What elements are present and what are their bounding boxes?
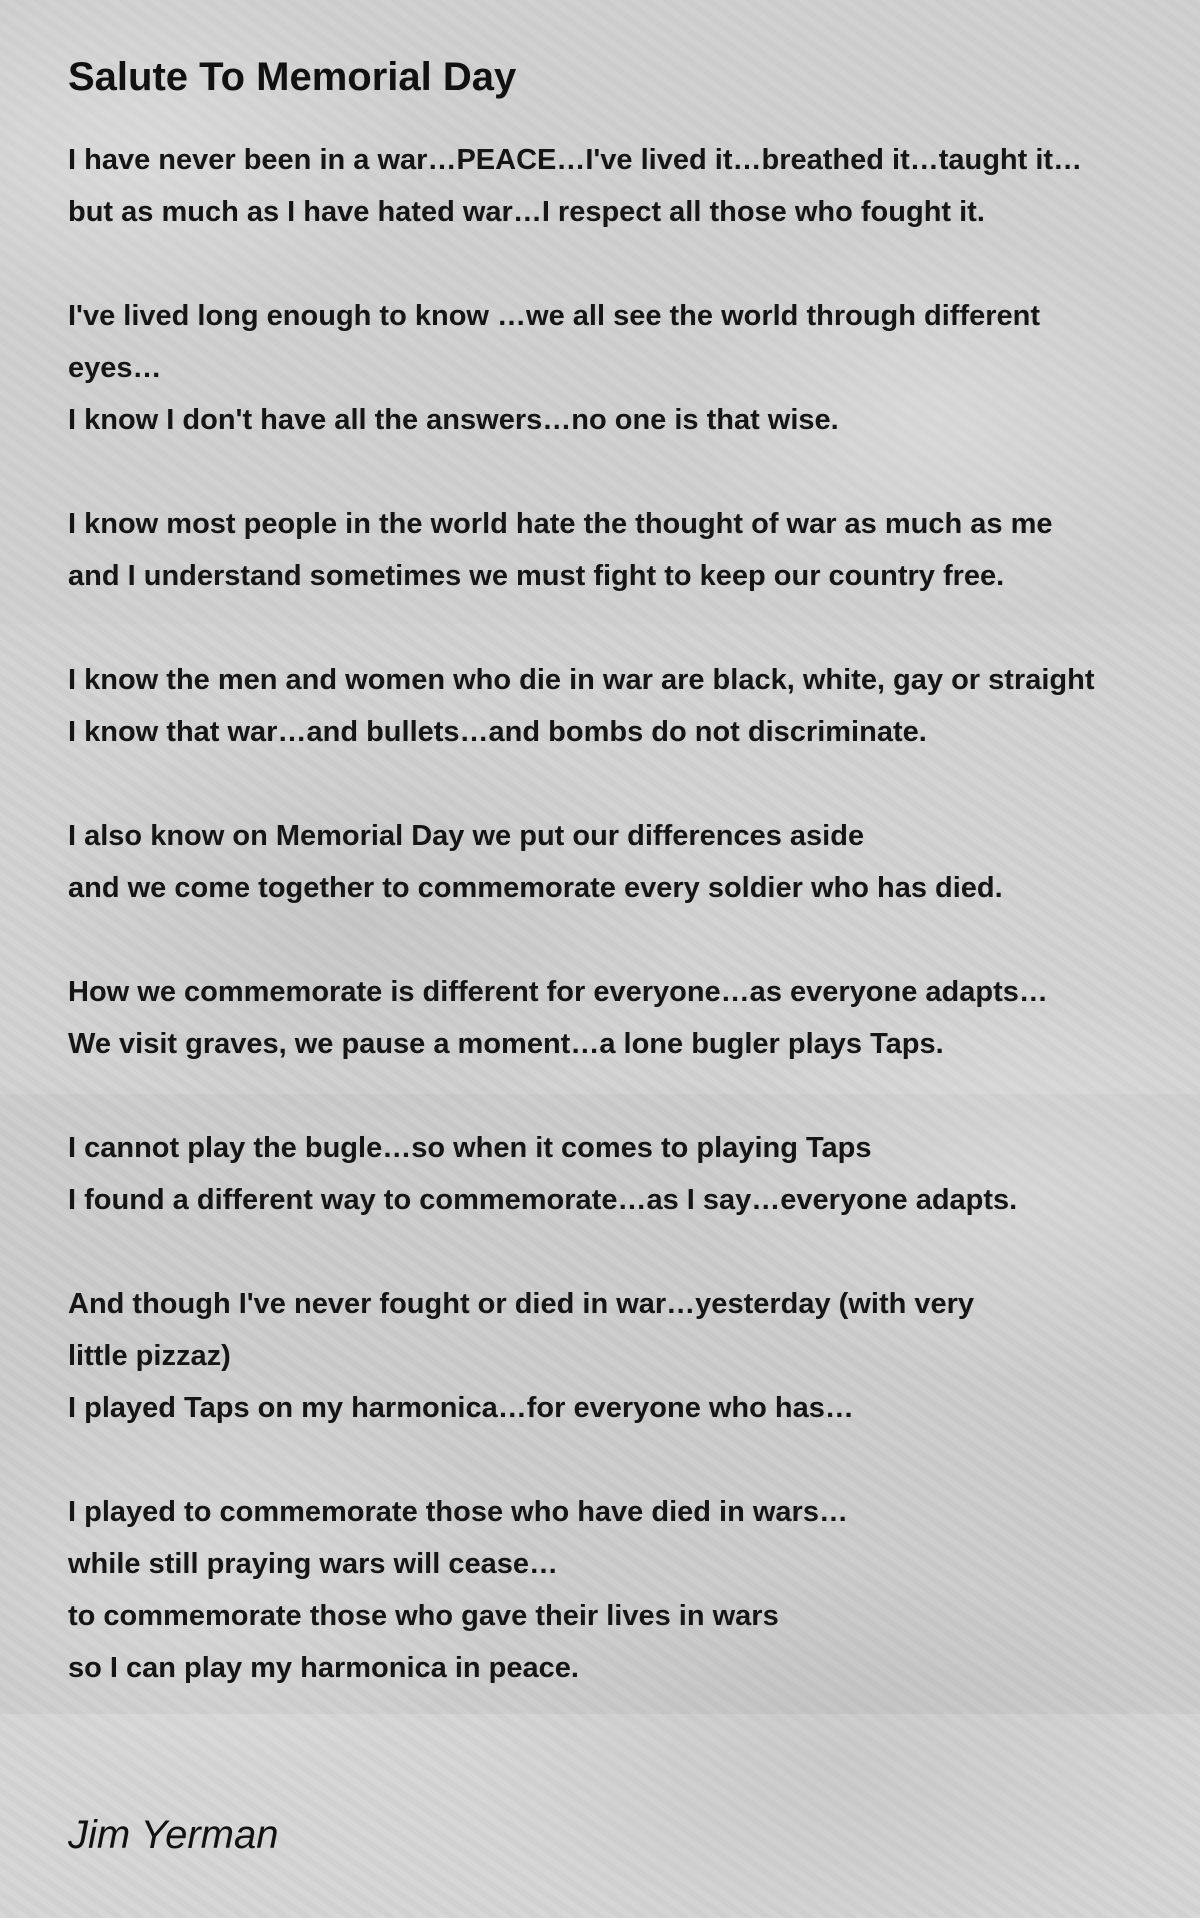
- stanza: [68, 134, 1200, 238]
- poem-line: I also know on Memorial Day we put our differences aside: [68, 820, 865, 852]
- poem-line: I know most people in the world hate the thought of war as much as me: [68, 508, 1053, 540]
- poem-line: little pizzaz): [68, 1340, 231, 1372]
- stanza: [68, 1122, 1200, 1226]
- poem-line: I've lived long enough to know …we all see the world through different: [68, 300, 1041, 332]
- poem-line: I cannot play the bugle…so when it comes to playing Taps: [68, 1132, 872, 1164]
- poem-line: so I can play my harmonica in peace.: [68, 1652, 579, 1684]
- stanza: [68, 1278, 1200, 1434]
- poem-line: I have never been in a war…PEACE…I've lived it…breathed it…taught it…: [68, 144, 1083, 176]
- poem-line: and we come together to commemorate every soldier who has died.: [68, 872, 1003, 904]
- poem-line: eyes…: [68, 352, 162, 384]
- poem-line: I played Taps on my harmonica…for everyone who has…: [68, 1392, 854, 1424]
- poem-line: and I understand sometimes we must fight to keep our country free.: [68, 560, 1005, 592]
- stanza: [68, 290, 1200, 446]
- author-name: Jim Yerman: [68, 1813, 279, 1857]
- poem-title: Salute To Memorial Day: [68, 55, 517, 99]
- stanza: [68, 654, 1200, 758]
- stanza: [68, 498, 1200, 602]
- poem-line: I know that war…and bullets…and bombs do not discriminate.: [68, 716, 927, 748]
- poem-line: How we commemorate is different for everyone…as everyone adapts…: [68, 976, 1048, 1008]
- poem-line: while still praying wars will cease…: [68, 1548, 558, 1580]
- poem-line: I know I don't have all the answers…no one is that wise.: [68, 404, 839, 436]
- poem-line: to commemorate those who gave their lives in wars: [68, 1600, 779, 1632]
- poem-line: but as much as I have hated war…I respect all those who fought it.: [68, 196, 985, 228]
- poem-container: [68, 50, 1200, 1918]
- stanza: [68, 966, 1200, 1070]
- stanza: [68, 1486, 1200, 1694]
- poem-line: I found a different way to commemorate…as I say…everyone adapts.: [68, 1184, 1018, 1216]
- poem-line: And though I've never fought or died in war…yesterday (with very: [68, 1288, 975, 1320]
- stanza: [68, 810, 1200, 914]
- poem-line: I know the men and women who die in war are black, white, gay or straight: [68, 664, 1095, 696]
- poem-line: I played to commemorate those who have died in wars…: [68, 1496, 848, 1528]
- poem-line: We visit graves, we pause a moment…a lone bugler plays Taps.: [68, 1028, 944, 1060]
